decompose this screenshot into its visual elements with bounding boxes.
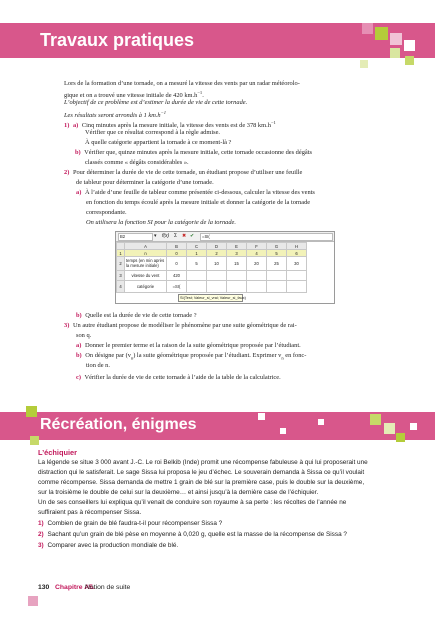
paragraph-line: distraction qui le satisferait. Le sage Sissa lui proposa le jeu d’échec. Le souverain demanda à Sissa ce qu’il voulait [38,469,365,476]
decor-square [362,23,373,34]
spreadsheet [115,231,335,304]
table-cell[interactable] [187,281,207,293]
question-text: de tableur pour déterminer la catégorie d’une tornade. [76,179,214,186]
column-header[interactable]: F [247,243,267,250]
subquestion-label: c) [76,374,81,381]
question-number: 2) [38,531,44,538]
intro-text: gique et on a trouvé une vitesse initiale de 420 km.h [64,92,198,100]
column-header[interactable]: E [227,243,247,250]
decor-square [26,406,37,417]
paragraph-line: comme récompense. Sissa demanda de mettre 1 grain de blé sur la première case, puis le double sur la deuxième, [38,479,365,486]
row-header[interactable]: 2 [117,257,125,271]
subscript: n [281,355,284,361]
formula-input[interactable]: =SI( [200,233,333,241]
question-3 [64,322,297,331]
section-title: Travaux pratiques [40,30,195,50]
question-text: Comparer avec la production mondiale de blé. [47,542,179,549]
column-header[interactable]: B [167,243,187,250]
table-cell[interactable]: 5 [187,257,207,271]
question-text: Pour déterminer la durée de vie de cette tornade, un étudiant propose d’utiliser une feuille [72,169,303,176]
unit-exponent: −1 [160,110,167,115]
question-text: en fonc- [283,352,307,359]
decor-square [370,414,381,425]
question-2a [76,189,315,198]
unit-exponent: −1 [197,90,203,95]
paragraph-line: sur la troisième le double de celui sur la deuxième… et ainsi jusqu’à la dernière case de l’échiquier. [38,489,319,496]
table-cell[interactable]: 1 [187,250,207,257]
decor-square [28,596,38,606]
question-text: Vérifier la durée de vie de cette tornade à l’aide de la table de la calculatrice. [84,374,281,381]
table-cell[interactable] [207,281,227,293]
question-2b [76,312,197,321]
table-row [117,271,307,281]
row-header[interactable]: 3 [117,271,125,281]
decor-square [390,48,400,58]
intro-end: . [202,92,204,100]
cell-reference-box[interactable]: B2 [118,233,153,241]
decor-square [390,33,402,45]
question-text: À l’aide d’une feuille de tableur comme présentée ci-dessous, calculer la vitesse des vents [84,189,315,196]
table-cell[interactable] [247,281,267,293]
subquestion-label: a) [76,189,82,196]
question-number: 3) [64,322,70,329]
paragraph-line: suffiraient pas à récompenser Sissa. [38,509,142,516]
table-cell[interactable]: 0 [167,257,187,271]
table-row [117,257,307,271]
cancel-icon[interactable]: ✖ [182,233,187,239]
question-text: Cinq minutes après la mesure initiale, la vitesse des vents est de 378 km.h [81,122,271,130]
column-header[interactable]: G [267,243,287,250]
section-title: Récréation, énigmes [40,416,197,433]
column-header[interactable]: C [187,243,207,250]
question-number: 3) [38,542,44,549]
question-text: Quelle est la durée de vie de cette tornade ? [85,312,197,319]
sum-icon[interactable]: Σ [174,233,178,239]
question-text: Vérifier que, quinze minutes après la mesure initiale, cette tornade occasionne des dégâts [84,149,313,156]
decor-square [384,423,395,434]
table-cell[interactable]: 20 [247,257,267,271]
question-1 [38,520,222,529]
decor-square [396,433,405,442]
column-header-row [117,243,307,250]
question-3a [76,342,301,351]
row-header[interactable]: 4 [117,281,125,293]
table-cell[interactable] [287,281,307,293]
chapter-title: Notion de suite [85,584,131,591]
accept-icon[interactable]: ✔ [190,233,195,239]
question-text: classés comme « dégâts considérables ». [85,159,189,166]
intro-line: Lors de la formation d’une tornade, on a mesuré la vitesse des vents par un radar météorolo- [64,80,300,87]
table-cell[interactable]: 15 [227,257,247,271]
table-cell[interactable] [247,271,267,281]
table-cell[interactable]: 3 [227,250,247,257]
table-cell[interactable]: 6 [287,250,307,257]
question-text: en fonction du temps écoulé après la mesure initiale et donner la catégorie de la tornade [86,199,311,206]
subquestion-label: a) [76,342,82,349]
question-number: 1) [64,122,70,130]
table-cell[interactable]: n [125,250,167,257]
table-cell[interactable]: 10 [207,257,227,271]
table-cell[interactable]: 0 [167,250,187,257]
table-cell[interactable]: vitesse du vent [125,271,167,281]
question-3 [38,542,178,551]
table-cell[interactable]: 420 [167,271,187,281]
table-cell[interactable]: 5 [267,250,287,257]
question-text: correspondante. [86,209,127,216]
decor-square [280,428,286,434]
table-cell[interactable]: 4 [247,250,267,257]
formula-bar [116,232,334,242]
function-tooltip: SI(Test; Valeur_si_vrai; Valeur_si_faux) [180,296,246,300]
unit-exponent: −1 [270,120,276,125]
page-number: 130 [38,584,50,591]
table-cell[interactable]: =SI( [167,281,187,293]
question-number: 1) [38,520,44,527]
table-cell[interactable]: 2 [207,250,227,257]
decor-square [30,436,39,445]
column-header [117,243,125,250]
subquestion-label: b) [75,149,81,156]
table-cell[interactable] [187,271,207,281]
question-text: tion de n. [86,362,110,369]
question-text: Sachant qu’un grain de blé pèse en moyenne à 0,020 g, quelle est la masse de la récompense de Sissa ? [47,531,347,538]
decor-square [318,419,324,425]
row-header[interactable]: 1 [117,250,125,257]
question-text: Combien de grain de blé faudra-t-il pour récompenser Sissa ? [47,520,223,527]
decor-square [405,56,414,65]
question-2 [64,169,302,178]
subsection-heading: L’échiquier [38,448,78,457]
table-cell[interactable] [227,271,247,281]
decor-square [375,27,388,40]
subquestion-label: a) [72,122,79,130]
objective-text: L’objectif de ce problème est d’estimer la durée de vie de cette tornade. [64,99,248,106]
subquestion-label: b) [76,352,82,359]
chapter-label: Chapitre A5. [55,584,95,591]
subquestion-label: b) [76,312,82,319]
function-icon[interactable]: f(x) [162,233,170,239]
question-3b [76,352,306,363]
question-number: 2) [64,169,70,176]
decor-square [410,423,417,430]
rounding-text: Les résultats seront arrondis à 1 km.h [64,112,161,120]
decor-square [404,40,415,51]
question-text: Donner le premier terme et la raison de la suite géométrique proposée par l’étudiant. [84,342,301,349]
table-cell[interactable]: temps (en min après la mesure initiale) [125,257,167,271]
spreadsheet-grid [116,242,307,293]
table-row [117,281,307,293]
table-cell[interactable]: 25 [267,257,287,271]
paragraph-line: La légende se situe 3 000 avant J.-C. Le roi Belkib (Inde) promit une récompense fabuleuse à qui lui proposerait une [38,459,368,466]
table-cell[interactable]: catégorie [125,281,167,293]
table-cell[interactable] [227,281,247,293]
decor-square [258,413,265,420]
table-cell[interactable] [207,271,227,281]
table-cell[interactable]: 30 [287,257,307,271]
table-row [117,250,307,257]
column-header[interactable]: H [287,243,307,250]
question-text: À quelle catégorie appartient la tornade à ce moment-là ? [85,139,232,146]
question-text: son q. [76,332,92,339]
table-cell[interactable] [267,271,287,281]
question-text: On désigne par (v [85,352,131,359]
column-header[interactable]: A [125,243,167,250]
subscript: n [130,355,134,361]
question-text: ) la suite géométrique proposée par l’étudiant. Exprimer v [133,352,282,359]
question-text: Vérifier que ce résultat correspond à la règle admise. [85,129,221,136]
table-cell[interactable] [287,271,307,281]
table-cell[interactable] [267,281,287,293]
dropdown-arrow-icon[interactable]: ▾ [154,233,157,239]
question-3c [76,374,281,383]
column-header[interactable]: D [207,243,227,250]
paragraph-line: Un de ses conseillers lui expliqua qu’il venait de conduire son royaume à sa perte : les récoltes de l’année ne [38,499,347,506]
question-text: Un autre étudiant propose de modéliser le phénomène par une suite géométrique de rai- [72,322,297,329]
decor-square [360,60,368,68]
question-1b [75,149,312,158]
hint-text: On utilisera la fonction SI pour la catégorie de la tornade. [86,219,236,226]
question-2 [38,531,347,540]
